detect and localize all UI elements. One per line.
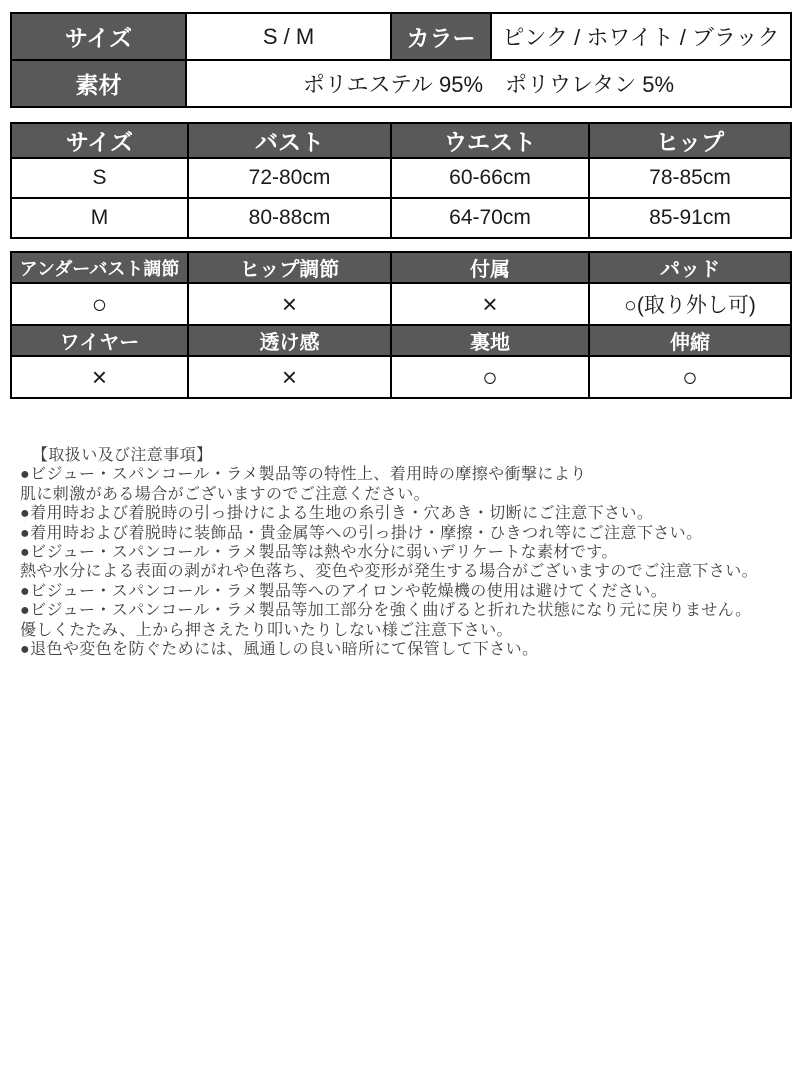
size-label-cell: サイズ [11, 13, 186, 60]
feature-header-sheerness: 透け感 [188, 325, 391, 356]
table-header-row [11, 123, 791, 158]
note-line: ●退色や変色を防ぐためには、風通しの良い暗所にて保管して下さい。 [20, 641, 539, 659]
feature-value-lining: ○ [391, 356, 589, 398]
color-value-cell: ピンク / ホワイト / ブラック [491, 13, 791, 60]
size-m-bust-cell: 80-88cm [188, 198, 391, 238]
measurements-table [10, 122, 792, 239]
note-line: ●着用時および着脱時に装飾品・貴金属等への引っ掛け・摩擦・ひきつれ等にご注意下さい。 [20, 524, 703, 542]
size-value-cell: S / M [186, 13, 391, 60]
table-row [11, 13, 791, 60]
table-row-size-m [11, 198, 791, 238]
feature-header-lining: 裏地 [391, 325, 589, 356]
spec-summary-table [10, 12, 792, 108]
feature-header-stretch: 伸縮 [589, 325, 791, 356]
size-s-bust-cell: 72-80cm [188, 158, 391, 198]
feature-header-wire: ワイヤー [11, 325, 188, 356]
measure-header-bust: バスト [188, 123, 391, 158]
size-m-waist-cell: 64-70cm [391, 198, 589, 238]
size-s-cell: S [11, 158, 188, 198]
size-s-waist-cell: 60-66cm [391, 158, 589, 198]
note-line: ●ビジュー・スパンコール・ラメ製品等は熱や水分に弱いデリケートな素材です。 [20, 544, 618, 562]
size-s-hip-cell: 78-85cm [589, 158, 791, 198]
measure-header-waist: ウエスト [391, 123, 589, 158]
material-value-cell: ポリエステル 95% ポリウレタン 5% [186, 60, 791, 107]
feature-value-accessory: × [391, 283, 589, 325]
note-line: 肌に刺激がある場合がございますのでご注意ください。 [20, 485, 431, 503]
table-row-size-s [11, 158, 791, 198]
feature-header-pad: パッド [589, 252, 791, 283]
feature-value-pad: ○(取り外し可) [589, 283, 791, 325]
note-line: ●着用時および着脱時の引っ掛けによる生地の糸引き・穴あき・切断にご注意下さい。 [20, 505, 654, 523]
table-row [11, 60, 791, 107]
note-line: ●ビジュー・スパンコール・ラメ製品等の特性上、着用時の摩擦や衝撃により [20, 466, 587, 484]
material-label-cell: 素材 [11, 60, 186, 107]
note-line: ●ビジュー・スパンコール・ラメ製品等へのアイロンや乾燥機の使用は避けてください。 [20, 582, 668, 600]
color-label-cell: カラー [391, 13, 491, 60]
measure-header-size: サイズ [11, 123, 188, 158]
features-header-row-1 [11, 252, 791, 283]
features-value-row-2 [11, 356, 791, 398]
features-value-row-1 [11, 283, 791, 325]
care-notes [20, 446, 790, 659]
feature-header-hip-adjust: ヒップ調節 [188, 252, 391, 283]
note-line: ●ビジュー・スパンコール・ラメ製品等加工部分を強く曲げると折れた状態になり元に戻りません。 [20, 602, 752, 620]
features-table [10, 251, 792, 399]
feature-value-underbust-adjust: ○ [11, 283, 188, 325]
feature-header-underbust-adjust: アンダーバスト調節 [11, 252, 188, 283]
feature-value-sheerness: × [188, 356, 391, 398]
feature-value-wire: × [11, 356, 188, 398]
feature-header-accessory: 付属 [391, 252, 589, 283]
features-header-row-2 [11, 325, 791, 356]
note-line: 熱や水分による表面の剥がれや色落ち、変色や変形が発生する場合がございますのでご注意下さい。 [20, 563, 759, 581]
feature-value-stretch: ○ [589, 356, 791, 398]
size-m-hip-cell: 85-91cm [589, 198, 791, 238]
note-line: 優しくたたみ、上から押さえたり叩いたりしない様ご注意下さい。 [20, 621, 513, 639]
measure-header-hip: ヒップ [589, 123, 791, 158]
feature-value-hip-adjust: × [188, 283, 391, 325]
size-m-cell: M [11, 198, 188, 238]
care-notes-title: 【取扱い及び注意事項】 [32, 447, 213, 464]
